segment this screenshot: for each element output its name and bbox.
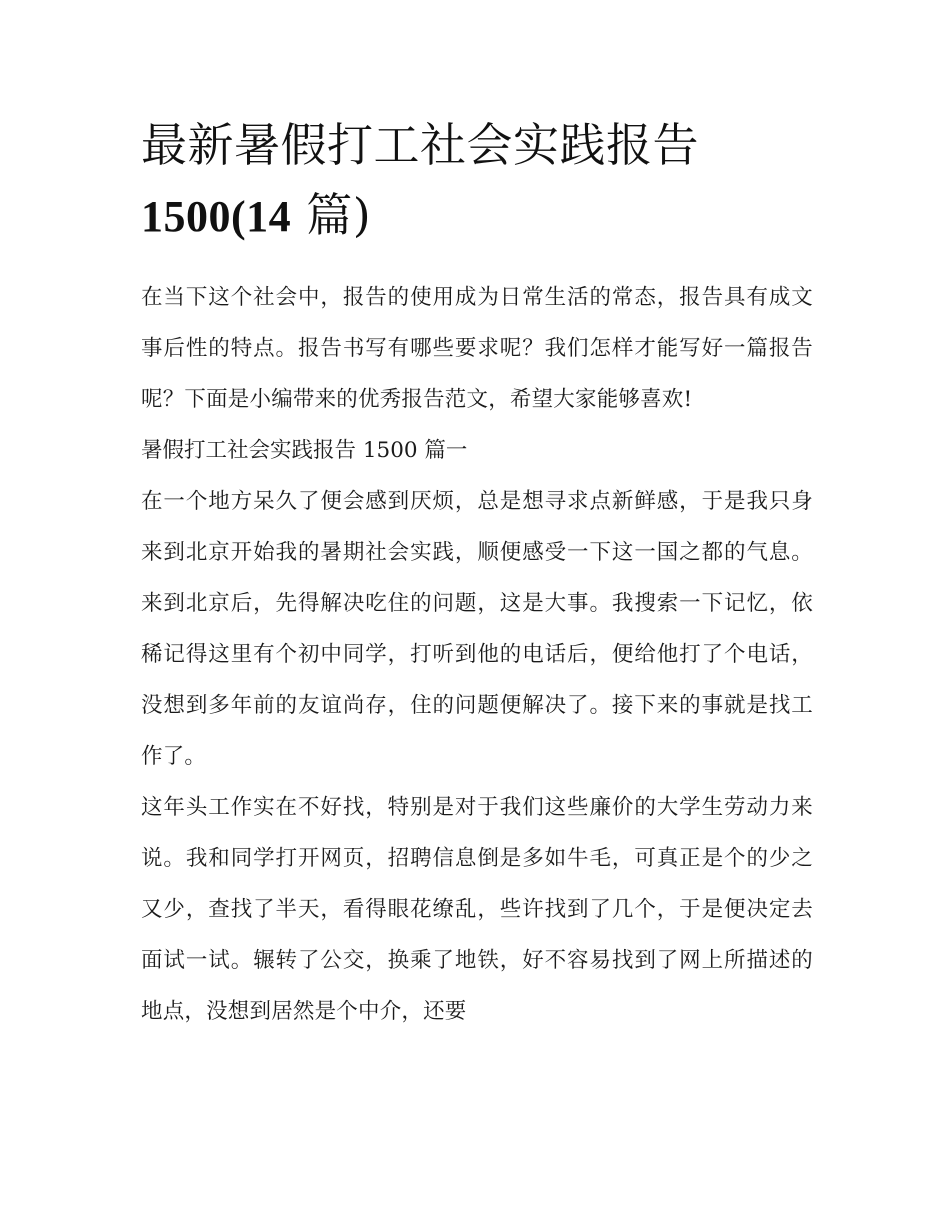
body-paragraph-2: 这年头工作实在不好找，特别是对于我们这些廉价的大学生劳动力来说。我和同学打开网页，招聘信息倒是多如牛毛，可真正是个的少之又少，查找了半天，看得眼花缭乱，些许找到了几个，于是便决定去面试一试。辗转了公交，换乘了地铁，好不容易找到了网上所描述的地点，没想到居然是个中介，还要 (141, 795, 813, 1024)
document-page (141, 110, 813, 1037)
section-heading: 暑假打工社会实践报告 1500 篇一 (141, 438, 468, 463)
body-paragraph-1: 在一个地方呆久了便会感到厌烦，总是想寻求点新鲜感，于是我只身来到北京开始我的暑期社会实践，顺便感受一下这一国之都的气息。来到北京后，先得解决吃住的问题，这是大事。我搜索一下记忆，依稀记得这里有个初中同学，打听到他的电话后，便给他打了个电话，没想到多年前的友谊尚存，住的问题便解决了。接下来的事就是找工作了。 (141, 489, 813, 769)
title-line-2-suffix: 篇) (291, 188, 372, 242)
title-line-2-number: 1500(14 (141, 192, 292, 241)
document-title (141, 110, 813, 252)
intro-paragraph: 在当下这个社会中，报告的使用成为日常生活的常态，报告具有成文事后性的特点。报告书写有哪些要求呢？我们怎样才能写好一篇报告呢？下面是小编带来的优秀报告范文，希望大家能够喜欢! (141, 285, 813, 412)
title-line-1: 最新暑假打工社会实践报告 (141, 118, 699, 172)
document-body (141, 272, 813, 1037)
